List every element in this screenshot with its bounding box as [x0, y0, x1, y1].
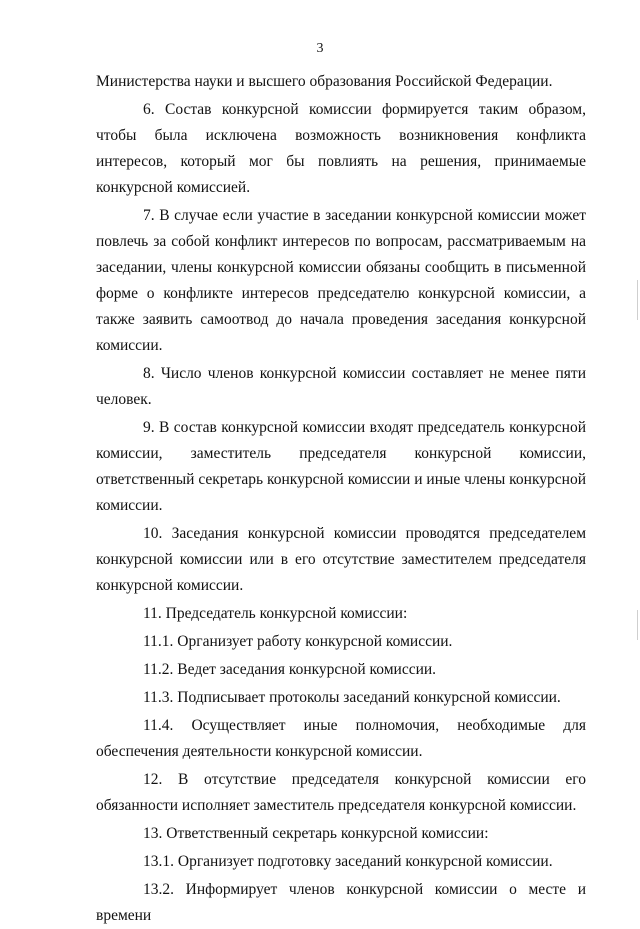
- paragraph-11-2: 11.2. Ведет заседания конкурсной комиссии.: [143, 661, 437, 678]
- paragraph-continuation: Министерства науки и высшего образования Российской Федерации.: [96, 73, 553, 90]
- document-body: [96, 69, 586, 929]
- scan-edge-mark: [637, 280, 638, 320]
- paragraph-10: 10. Заседания конкурсной комиссии проводятся председателем конкурсной комиссии или в его отсутствие заместителем председателя конкурсной комиссии.: [96, 525, 586, 594]
- paragraph-13: 13. Ответственный секретарь конкурсной комиссии:: [143, 825, 489, 842]
- paragraph-11-1: 11.1. Организует работу конкурсной комиссии.: [143, 633, 453, 650]
- scan-edge-mark: [637, 610, 638, 640]
- paragraph-7: 7. В случае если участие в заседании конкурсной комиссии может повлечь за собой конфликт интересов по вопросам, рассматриваемым на заседании, члены конкурсной комиссии обязаны сообщить в письменной форме о конфликте интересов председателю конкурсной комиссии, а также заявить самоотвод до начала проведения заседания конкурсной комиссии.: [96, 207, 586, 354]
- paragraph-11-3: 11.3. Подписывает протоколы заседаний конкурсной комиссии.: [143, 689, 561, 706]
- paragraph-9: 9. В состав конкурсной комиссии входят председатель конкурсной комиссии, заместитель председателя конкурсной комиссии, ответственный секретарь конкурсной комиссии и иные члены конкурсной комиссии.: [96, 419, 586, 514]
- paragraph-11: 11. Председатель конкурсной комиссии:: [143, 605, 408, 622]
- paragraph-8: 8. Число членов конкурсной комиссии составляет не менее пяти человек.: [96, 365, 586, 408]
- paragraph-6: 6. Состав конкурсной комиссии формируется таким образом, чтобы была исключена возможность возникновения конфликта интересов, который мог бы повлиять на решения, принимаемые конкурсной комиссией.: [96, 101, 586, 196]
- paragraph-13-1: 13.1. Организует подготовку заседаний конкурсной комиссии.: [143, 853, 553, 870]
- paragraph-11-4: 11.4. Осуществляет иные полномочия, необходимые для обеспечения деятельности конкурсной комиссии.: [96, 717, 586, 760]
- page-number: 3: [316, 41, 324, 56]
- paragraph-13-2: 13.2. Информирует членов конкурсной комиссии о месте и времени: [96, 881, 586, 924]
- paragraph-12: 12. В отсутствие председателя конкурсной комиссии его обязанности исполняет заместитель председателя конкурсной комиссии.: [96, 771, 586, 814]
